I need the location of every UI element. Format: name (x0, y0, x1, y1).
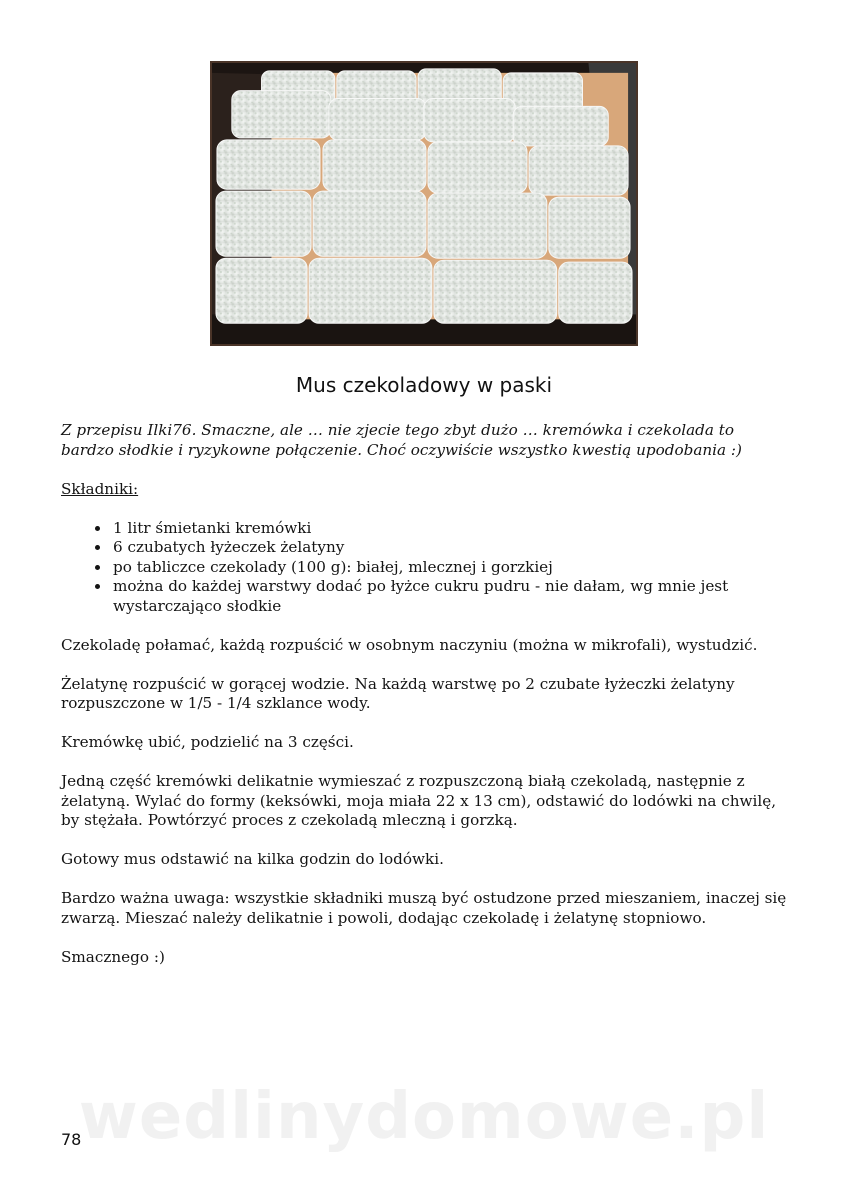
ingredient-item: • 6 czubatych łyżeczek żelatyny (111, 538, 791, 558)
step-paragraph: Czekoladę połamać, każdą rozpuścić w osobnym naczyniu (można w mikrofali), wystudzić. (61, 635, 758, 654)
step-paragraph: Kremówkę ubić, podzielić na 3 części. (61, 733, 354, 751)
recipe-body (61, 421, 791, 987)
site-watermark: wedlinydomowe.pl (78, 1080, 770, 1154)
step-paragraph: Żelatynę rozpuścić w gorącej wodzie. Na każdą warstwę po 2 czubate łyżeczki żelatyny rozpuszczone w 1/5 - 1/4 szklance wody. (61, 674, 735, 712)
page-number: 78 (61, 1130, 82, 1149)
ingredients-list (61, 519, 791, 617)
step-paragraph: Jedną część kremówki delikatnie wymieszać z rozpuszczoną białą czekoladą, następnie z żelatyną. Wylać do formy (keksówki, moja miała 22 x 13 cm), odstawić do lodówki na chwilę, by stężała. Powtórzyć proces z czekoladą mleczną i gorzką. (61, 772, 777, 829)
ingredient-item: • można do każdej warstwy dodać po łyżce cukru pudru - nie dałam, wg mnie jest wystarczająco słodkie (111, 577, 791, 616)
powdered-cake-image (212, 63, 636, 344)
recipe-intro: Z przepisu Ilki76. Smaczne, ale … nie zjecie tego zbyt dużo … kremówka i czekolada to bardzo słodkie i ryzykowne połączenie. Choć oczywiście wszystko kwestią upodobania :) (61, 421, 742, 459)
ingredient-item: • 1 litr śmietanki kremówki (111, 519, 791, 539)
recipe-photo (210, 61, 638, 346)
step-paragraph: Gotowy mus odstawić na kilka godzin do lodówki. (61, 850, 444, 868)
step-paragraph: Bardzo ważna uwaga: wszystkie składniki muszą być ostudzone przed mieszaniem, inaczej się zwarzą. Mieszać należy delikatnie i powoli, dodając czekoladę i żelatynę stopniowo. (61, 889, 787, 927)
recipe-title: Mus czekoladowy w paski (295, 373, 553, 397)
closing-line: Smacznego :) (61, 947, 165, 966)
ingredients-heading: Składniki: (61, 479, 139, 498)
ingredient-item: • po tabliczce czekolady (100 g): białej, mlecznej i gorzkiej (111, 558, 791, 578)
